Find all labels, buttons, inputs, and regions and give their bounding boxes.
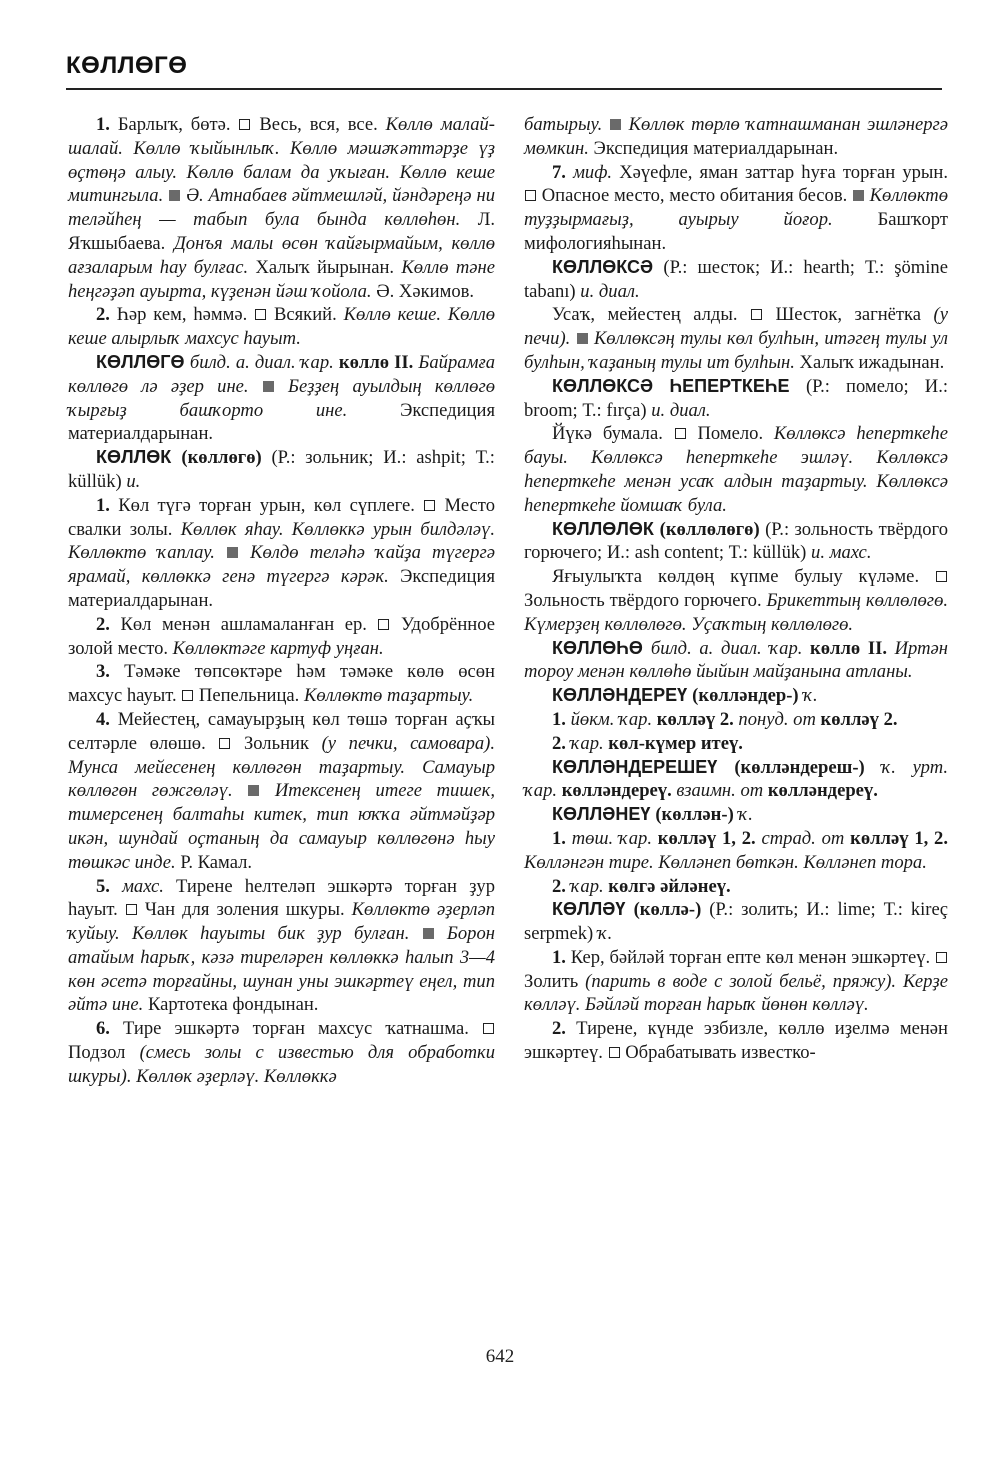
text: Пепельница. bbox=[194, 685, 304, 707]
bold-text: 2. bbox=[552, 732, 571, 754]
right-column bbox=[524, 113, 948, 1065]
example-marker-icon bbox=[853, 190, 864, 201]
example-marker-icon bbox=[610, 119, 621, 130]
italic-text: и. махс. bbox=[811, 542, 872, 564]
text: Башҡорт мифологияһынан. bbox=[524, 209, 948, 254]
bold-text: көлгә әйләнеү. bbox=[608, 875, 731, 897]
text: Весь, вся, все. bbox=[251, 114, 386, 135]
bold-text: 2. bbox=[96, 304, 117, 326]
dictionary-paragraph bbox=[68, 113, 495, 303]
russian-translation-marker-icon bbox=[182, 690, 193, 701]
bold-text: 3. bbox=[96, 661, 125, 683]
italic-text: Көллөксәң тулы көл булһын, итәгең тулы ул булһын, ҡаҙаның тулы ит булһын. bbox=[524, 328, 948, 373]
bold-text: көлләү 2. bbox=[656, 708, 739, 730]
dictionary-paragraph bbox=[68, 446, 495, 494]
italic-text: Ә. Атнабаев әйтмешләй, йәндәреңә ни теләйһең — табып була бында көллөһөн. bbox=[68, 185, 495, 231]
italic-text: махс. bbox=[122, 875, 177, 897]
dictionary-paragraph bbox=[524, 637, 948, 685]
text: Тирене, күнде эзбизле, көллө иҙелмә менән эшкәртеү. bbox=[524, 1018, 948, 1064]
russian-translation-marker-icon bbox=[936, 952, 947, 963]
bold-text: көлләү 2. bbox=[820, 708, 898, 730]
headword: КӨЛЛӘНЕҮ bbox=[552, 804, 656, 825]
bold-text: көлләндереү. bbox=[561, 780, 677, 802]
example-marker-icon bbox=[169, 190, 180, 201]
text: Экспедиция материалдарынан. bbox=[593, 137, 839, 159]
left-column bbox=[68, 113, 495, 1089]
text: Золить bbox=[524, 970, 586, 992]
bold-text: 7. bbox=[552, 161, 574, 183]
russian-translation-marker-icon bbox=[609, 1047, 620, 1058]
headword: КӨЛЛӨЛӨК bbox=[552, 518, 660, 539]
bold-text: 4. bbox=[96, 708, 118, 730]
russian-translation-marker-icon bbox=[525, 190, 536, 201]
bold-text: (көлләндер-) bbox=[692, 685, 804, 707]
bold-text: (көллөгө) bbox=[181, 447, 272, 469]
italic-text: (у печи). bbox=[524, 304, 948, 350]
bold-text: 1. bbox=[552, 827, 572, 849]
text: Шесток, загнётка bbox=[762, 304, 934, 326]
text: Кер, бәйләй торған епте көл менән эшкәртеү. bbox=[570, 946, 935, 968]
text: (Р.: помело; И.: broom; Т.: fırça) bbox=[524, 375, 949, 421]
italic-text: Байрамға көллөгө лә әҙер ине. bbox=[68, 351, 495, 397]
running-head: КӨЛЛӨГӨ bbox=[66, 52, 188, 79]
headword: КӨЛЛӘНДЕРЕШЕҮ bbox=[552, 756, 735, 777]
italic-text: Көллөк төрлө ҡатнашманан эшләнергә мөмкин. bbox=[524, 114, 949, 159]
example-marker-icon bbox=[248, 785, 259, 796]
dictionary-paragraph bbox=[524, 161, 948, 256]
italic-text: билд. а. диал. ҡар. bbox=[650, 637, 811, 659]
italic-text: миф. bbox=[573, 161, 620, 183]
italic-text: ҡ. bbox=[803, 685, 818, 707]
italic-text: и. диал. bbox=[651, 399, 711, 421]
dictionary-paragraph bbox=[524, 732, 948, 756]
dictionary-paragraph bbox=[68, 660, 495, 708]
text: (Р.: золить; И.: lime; Т.: kireç serpmek) bbox=[524, 899, 949, 945]
bold-text: көллө II. bbox=[338, 351, 419, 373]
italic-text: ҡ. bbox=[597, 923, 613, 945]
bold-text: 5. bbox=[96, 875, 123, 897]
bold-text: 1. bbox=[96, 494, 119, 516]
headword: КӨЛЛӨКСӘ bbox=[552, 256, 664, 277]
text: Р. Камал. bbox=[180, 851, 253, 873]
header-rule bbox=[66, 88, 942, 90]
text: Тәмәке төпсөктәре һәм тәмәке көлө өсөн махсус һауыт. bbox=[68, 661, 496, 707]
bold-text: (көллә-) bbox=[633, 899, 710, 921]
text: Көл менән ашламаланған ер. bbox=[120, 613, 378, 635]
italic-text: Көллөктө туҙҙырмағыҙ, ауырыу йоғор. bbox=[524, 185, 949, 231]
bold-text: 1. bbox=[552, 946, 571, 968]
text: Халыҡ ижадынан. bbox=[799, 351, 945, 373]
dictionary-paragraph bbox=[524, 708, 948, 732]
italic-text: Итексенең итеге тишек, тимерсенең балтаһы китек, тип юҡҡа әйтмәйҙәр икән, шундай оҫтаның да самауыр көллөгөнә һыу төшкәс инде. bbox=[68, 780, 495, 873]
text: Тирене һелтеләп эшкәртә торған ҙур һауыт. bbox=[68, 875, 496, 921]
text: Экспедиция материалдарынан. bbox=[68, 399, 495, 445]
text: Помело. bbox=[686, 423, 774, 445]
headword: КӨЛЛӘҮ bbox=[552, 899, 634, 920]
text: Место свалки золы. bbox=[68, 494, 495, 540]
italic-text: ҡар. bbox=[570, 732, 609, 754]
dictionary-paragraph bbox=[524, 518, 948, 566]
example-marker-icon bbox=[263, 381, 274, 392]
italic-text: Көллөксә һеперткеһе бауы. Көллөксә һеперткеһе эшләү. Көллөксә һеперткеһе менән усаҡ алдын таҙартыу. Көллөксә һеперткеһе йомшаҡ була. bbox=[524, 423, 948, 516]
bold-text: көлләндереү. bbox=[767, 780, 878, 802]
text: Һәр кем, һәммә. bbox=[116, 304, 255, 326]
dictionary-paragraph bbox=[524, 422, 948, 517]
italic-text: Көлдө теләһә ҡайҙа түгергә ярамай, көллөккә генә түгергә кәрәк. bbox=[68, 542, 495, 588]
italic-text: Көллөктәге картуф уңған. bbox=[172, 637, 384, 659]
italic-text: Көллөктө әҙерләп ҡуйыу. Көллөк һауыты бик ҙур булған. bbox=[68, 899, 496, 945]
dictionary-paragraph bbox=[524, 1017, 948, 1065]
dictionary-paragraph bbox=[524, 756, 948, 804]
dictionary-paragraph bbox=[524, 684, 948, 708]
text: Зольник bbox=[231, 732, 322, 754]
italic-text: батырыу. bbox=[524, 114, 609, 135]
dictionary-paragraph bbox=[524, 898, 948, 946]
italic-text: Көллө кеше. Көллө кеше алырлыҡ махсус һауыт. bbox=[68, 304, 495, 350]
text: Картотека фондынан. bbox=[147, 994, 319, 1016]
bold-text: көлләү 1, 2. bbox=[657, 827, 762, 849]
dictionary-paragraph bbox=[68, 494, 495, 613]
text: Көл түгә торған урын, көл сүплеге. bbox=[118, 494, 424, 516]
text: Подзол bbox=[68, 1042, 140, 1064]
text: (Р.: зольник; И.: ashpit; Т.: küllük) bbox=[68, 447, 495, 492]
italic-text: Борон атайым һарыҡ, кәзә тиреләрен көллөккә һалып 3—4 көн әсетә торғайны, шунан уны эшкәртеү еңел, тип әйтә ине. bbox=[68, 923, 496, 1016]
page-number: 642 bbox=[485, 1346, 515, 1367]
text: Усаҡ, мейестең алды. bbox=[552, 304, 750, 326]
text: Хәүефле, яман заттар һуға торған урын. bbox=[619, 161, 949, 183]
text: Опасное место, место обитания бесов. bbox=[537, 185, 852, 207]
example-marker-icon bbox=[423, 928, 434, 939]
italic-text: Көллөктө таҙартыу. bbox=[303, 685, 474, 707]
italic-text: Иртән тороу менән көллөһө йыйын майҙанына атланы. bbox=[524, 637, 949, 683]
text: Удобрённое золой место. bbox=[68, 613, 495, 659]
text: Л. Яҡшыбаева. bbox=[68, 209, 495, 254]
bold-text: 2. bbox=[552, 875, 571, 897]
bold-text: (көлләндереш-) bbox=[734, 756, 882, 778]
russian-translation-marker-icon bbox=[255, 309, 266, 320]
text: (Р.: зольность твёрдого горючего; И.: ash content; Т.: küllük) bbox=[524, 518, 948, 564]
russian-translation-marker-icon bbox=[219, 738, 230, 749]
italic-text: Көлләнгән тире. Көлләнеп бөткән. Көлләнеп тора. bbox=[524, 851, 927, 873]
text: Тире эшкәртә торған махсус ҡатнашма. bbox=[123, 1018, 482, 1040]
italic-text: (смесь золы с известью для обработки шкуры). Көллөк әҙерләү. Көллөккә bbox=[68, 1042, 495, 1087]
dictionary-paragraph bbox=[524, 113, 948, 161]
dictionary-paragraph bbox=[524, 946, 948, 1017]
text: Мейестең, самауырҙың көл төшә торған аҫҡы селтәрле өлөшө. bbox=[68, 708, 495, 754]
russian-translation-marker-icon bbox=[239, 119, 250, 130]
bold-text: (көллөлөгө) bbox=[659, 518, 766, 540]
russian-translation-marker-icon bbox=[675, 428, 686, 439]
russian-translation-marker-icon bbox=[126, 904, 137, 915]
italic-text: понуд. от bbox=[738, 708, 821, 730]
italic-text: Көллөк яһау. Көллөккә урын билдәләү. Көллөктө ҡаплау. bbox=[68, 518, 495, 564]
bold-text: (көллән-) bbox=[655, 804, 739, 826]
italic-text: ҡар. bbox=[570, 875, 609, 897]
russian-translation-marker-icon bbox=[378, 619, 389, 630]
dictionary-paragraph bbox=[524, 303, 948, 374]
italic-text: Беҙҙең ауылдың көллөгө ҡырғыҙ башҡорто ине. bbox=[68, 375, 495, 421]
headword: КӨЛЛӨГӨ bbox=[96, 351, 190, 372]
italic-text: и. bbox=[126, 470, 141, 492]
italic-text: страд. от bbox=[761, 827, 851, 849]
dictionary-paragraph bbox=[68, 303, 495, 351]
headword: КӨЛЛӘНДЕРЕҮ bbox=[552, 685, 693, 706]
text: Барлыҡ, бөтә. bbox=[117, 114, 239, 135]
dictionary-paragraph bbox=[68, 613, 495, 661]
bold-text: көл-күмер итеү. bbox=[608, 732, 743, 754]
dictionary-paragraph bbox=[68, 708, 495, 875]
italic-text: взаимн. от bbox=[676, 780, 768, 802]
italic-text: Көллө малай-шалай. Көллө ҡыйынлыҡ. Көллө мәшәҡәттәрҙе үҙ өҫтөңә алыу. Көллө балам да уҡыған. Көллө кеше митингыла. bbox=[68, 114, 495, 207]
italic-text: ҡ. урт. ҡар. bbox=[524, 756, 949, 802]
dictionary-paragraph bbox=[68, 875, 495, 1018]
text: (Р.: шесток; И.: hearth; Т.: şömine tabanı) bbox=[524, 256, 948, 302]
bold-text: көллө II. bbox=[810, 637, 895, 659]
dictionary-paragraph bbox=[524, 803, 948, 827]
italic-text: (у печки, самовара). Мунса мейесенең көллөгөн таҙартыу. Самауыр көллөгөн гөжгөләү. bbox=[68, 732, 495, 802]
dictionary-paragraph bbox=[524, 256, 948, 304]
bold-text: көлләү 1, 2. bbox=[850, 827, 948, 849]
headword: КӨЛЛӨК bbox=[96, 447, 182, 468]
italic-text: и. диал. bbox=[580, 280, 640, 302]
example-marker-icon bbox=[577, 333, 588, 344]
text: Зольность твёрдого горючего. bbox=[524, 589, 767, 611]
italic-text: төш. ҡар. bbox=[571, 827, 658, 849]
text: Обрабатывать известко- bbox=[620, 1042, 816, 1064]
italic-text: Донъя малы өсөн ҡайғырмайым, көллө ағзаларым һау булғас. bbox=[68, 232, 495, 278]
dictionary-paragraph bbox=[524, 875, 948, 899]
russian-translation-marker-icon bbox=[936, 571, 947, 582]
page-header bbox=[66, 52, 942, 80]
russian-translation-marker-icon bbox=[424, 500, 435, 511]
bold-text: 1. bbox=[552, 708, 571, 730]
bold-text: 2. bbox=[552, 1018, 577, 1040]
dictionary-paragraph bbox=[68, 1017, 495, 1088]
text: Экспедиция материалдарынан. bbox=[68, 566, 495, 611]
headword: КӨЛЛӨКСӘ ҺЕПЕРТКЕҺЕ bbox=[552, 375, 806, 396]
dictionary-paragraph bbox=[524, 565, 948, 636]
dictionary-paragraph bbox=[68, 351, 495, 446]
text: Чан для золения шкуры. bbox=[137, 899, 352, 921]
bold-text: 2. bbox=[96, 613, 121, 635]
bold-text: 1. bbox=[96, 114, 118, 135]
text: Халыҡ йырынан. bbox=[255, 256, 402, 278]
dictionary-paragraph bbox=[524, 827, 948, 875]
text: Яғыулыҡта көлдөң күпме булыу күләме. bbox=[552, 566, 935, 588]
dictionary-paragraph bbox=[524, 375, 948, 423]
italic-text: билд. а. диал. ҡар. bbox=[189, 351, 339, 373]
text: Ә. Хәкимов. bbox=[376, 280, 475, 302]
text: Всякий. bbox=[267, 304, 344, 326]
italic-text: йөкм. ҡар. bbox=[570, 708, 657, 730]
italic-text: Брикеттың көллөлөгө. Күмерҙең көллөлөгө. Уҫаҡтың көллөлөгө. bbox=[524, 589, 949, 635]
italic-text: Көллө тәне һеңгәҙәп ауырта, күҙенән йәш ҡойола. bbox=[68, 256, 495, 302]
headword: КӨЛЛӨҺӨ bbox=[552, 637, 651, 658]
bold-text: 6. bbox=[96, 1018, 124, 1040]
russian-translation-marker-icon bbox=[483, 1023, 494, 1034]
text: Йүкә бумала. bbox=[552, 423, 674, 445]
example-marker-icon bbox=[227, 547, 238, 558]
italic-text: (парить в воде с золой бельё, пряжу). Керҙе көлләү. Бәйләй торған һарыҡ йөнөн көлләү. bbox=[524, 970, 948, 1016]
russian-translation-marker-icon bbox=[751, 309, 762, 320]
italic-text: ҡ. bbox=[738, 804, 753, 826]
